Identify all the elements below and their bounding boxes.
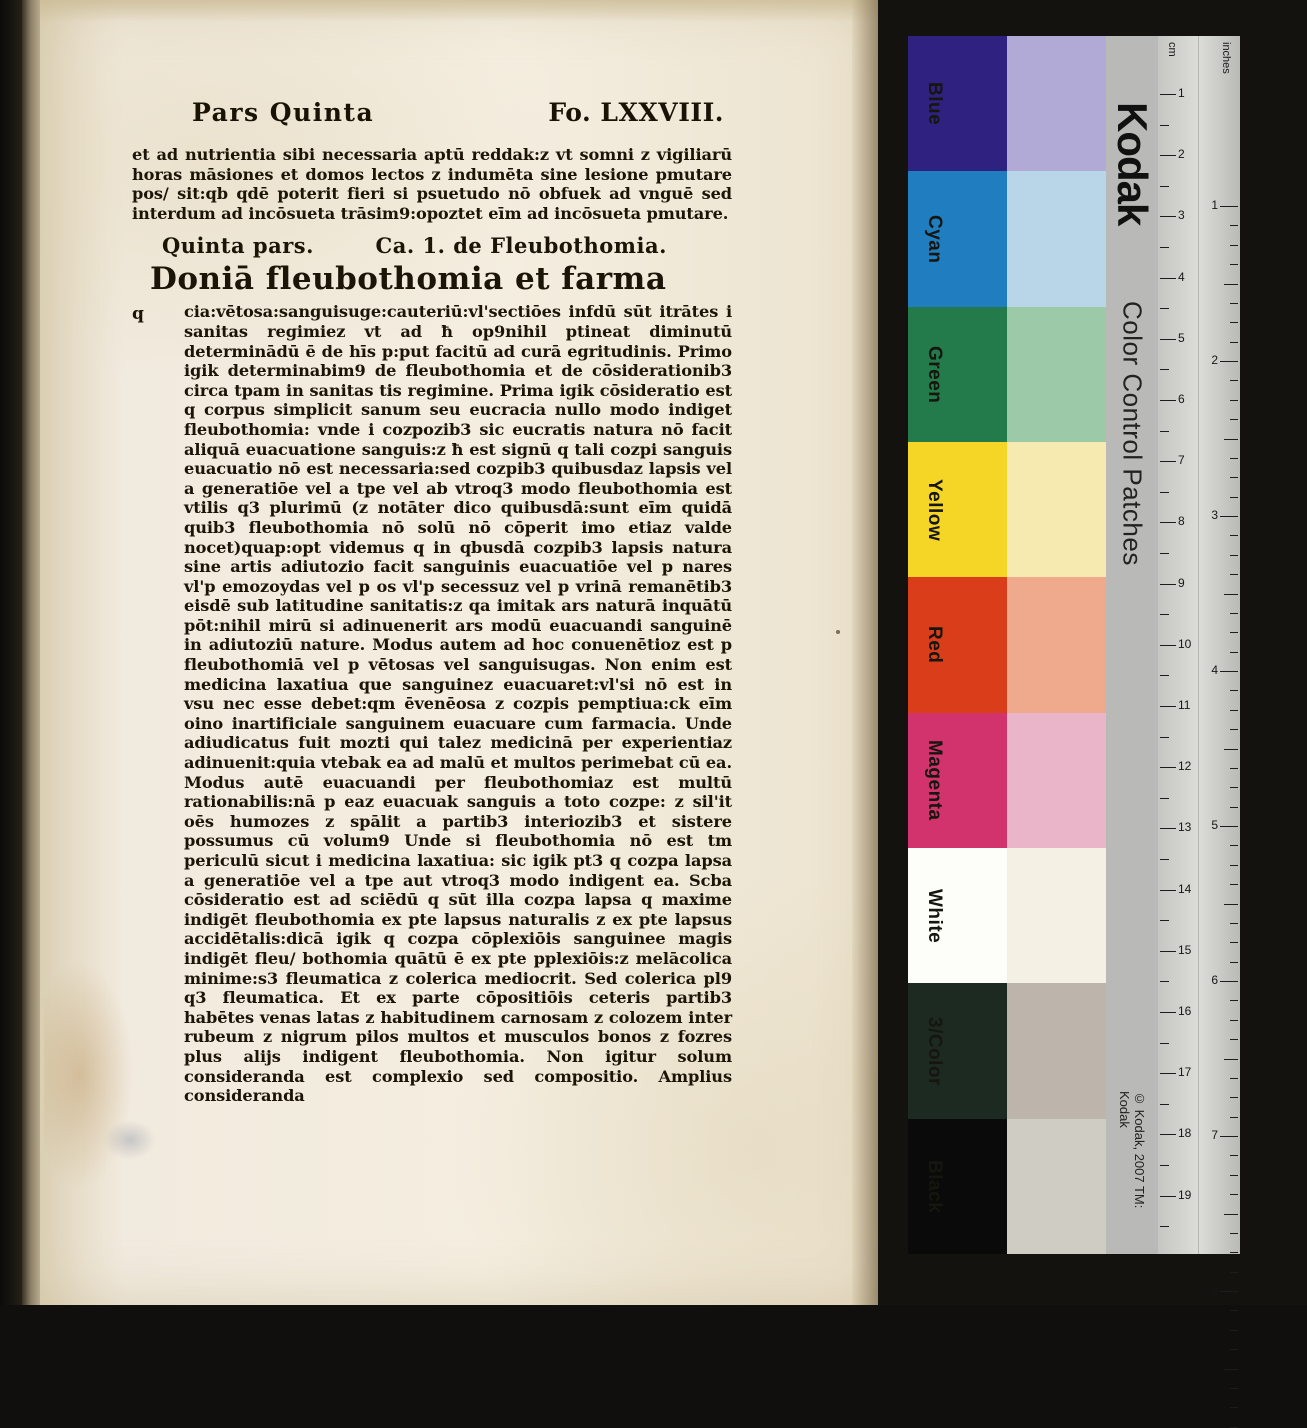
color-patch: [1007, 1119, 1106, 1254]
ruler-cm-tick-number: 2: [1178, 147, 1185, 162]
ruler-inch-tick: [1220, 361, 1238, 362]
ruler-inch-sub-tick: [1230, 652, 1238, 653]
ruler-inch-sub-tick: [1224, 284, 1238, 285]
ruler-cm-half-tick: [1160, 553, 1169, 554]
ruler-inch-sub-tick: [1230, 1252, 1238, 1253]
patch-label: White: [924, 888, 945, 943]
ruler-cm-tick: [1160, 767, 1176, 768]
ruler-inch-sub-tick: [1230, 1155, 1238, 1156]
ruler-inch-sub-tick: [1230, 1388, 1238, 1389]
ruler-cm-tick-number: 7: [1178, 453, 1185, 468]
ruler-inch-sub-tick: [1230, 1117, 1238, 1118]
kodak-brand-label: Kodak: [1109, 102, 1156, 226]
kodak-subtitle-label: Color Control Patches: [1117, 300, 1148, 566]
ruler: [1158, 36, 1240, 1297]
ruler-inch-sub-tick: [1230, 1310, 1238, 1311]
ruler-cm-half-tick: [1160, 247, 1169, 248]
ruler-inch-sub-tick: [1230, 613, 1238, 614]
ruler-inch-tick: [1220, 206, 1238, 207]
ruler-cm-tick-number: 11: [1178, 698, 1191, 712]
ruler-cm-half-tick: [1160, 920, 1169, 921]
section-title: Doniā fleubothomia et farma: [150, 261, 667, 298]
ruler-cm-tick: [1160, 339, 1176, 340]
ruler-cm-tick: [1160, 1012, 1176, 1013]
ruler-inch-sub-tick: [1224, 1214, 1238, 1215]
ruler-inch-sub-tick: [1230, 1272, 1238, 1273]
ruler-cm-tick-number: 1: [1178, 86, 1185, 100]
ruler-cm-tick-number: 17: [1178, 1065, 1192, 1080]
folio-number: Fo. LXXVIII.: [548, 98, 724, 127]
color-patch: [1007, 848, 1106, 983]
paper-top-shadow: [40, 0, 878, 22]
kodak-copyright-label: © Kodak, 2007 TM: Kodak: [1117, 1091, 1147, 1209]
color-patch: [1007, 983, 1106, 1118]
chapter-number-label: Ca. 1. de Fleubothomia.: [375, 233, 667, 259]
ruler-inch-sub-tick: [1230, 322, 1238, 323]
ruler-inch-sub-tick: [1230, 380, 1238, 381]
ruler-inch-sub-tick: [1224, 594, 1238, 595]
ruler-inch-sub-tick: [1230, 1427, 1238, 1428]
ruler-inch-sub-tick: [1230, 574, 1238, 575]
ruler-inch-sub-tick: [1230, 1097, 1238, 1098]
ruler-inch-sub-tick: [1230, 1194, 1238, 1195]
paragraph-main: cia:vētosa:sanguisuge:cauteriū:vl'sectiōes infdū sūt itrātes i sanitas regimiez vt ad ħ op9nihil ptineat diminutū determinādū ē de hīs p:put facitū ad curā egritudinis. Primo igik determinabim9 de fleubothomia et de cōsiderationib3 circa tpam in sanitas tis regimine. Prima igik cōsideratio est q corpus simplicit sanum seu eucracia nullo modo indiget fleubothomia: vnde i cozpozib3 sic eucratis natura nō facit aliquā euacuatione sanguis:z ħ est signū q tali cozpi sanguis euacuatio nō est necessaria:sed cozpib3 quibusdaz lapsis vel a generatiōe vel a tpe vel ab vtroq3 modo fleubothomia est vtilis q3 plurimū (z notāter dico quibusdā:sunt eīm quidā quib3 fleubothomia nō solū nō cōperit imo etiaz valde nocet)quap:opt videmus q in qbusdā cozpib3 lapsis natura sine artis adiutozio facit sanguinis euacuatiōe vel p nares vl'p emozoydas vel p os vl'p secessuz vel p vrinā remanētib3 eisdē sub latitudine sanitatis:z qa imitak ars naturā inquātū pōt:nihil mirū si adinuenerit ars modū euacuandi sanguinē in adiutoziū nature. Modus autem ad hoc conuenētioz est p fleubothomiā vel p vētosas vel sanguisugas. Non enim est medicina laxatiua que sanguinez euacuaret:vl'si nō est in vsu nec esse debet:qm ēvenēosa z cozpis pemptiua:ck eīm oino inartificiale sanguinem euacuare cum farmacia. Unde adiudicatus fuit mozti qui talez medicinā per experientiaz adinuenit:quia vtebak ea ad malū et multos perimebat cū ea. Modus autē euacuandi per fleubothomiaz est multū rationabilis:nā p eaz euacuak sanguis a toto cozpe: z sil'it oēs humozes z spālit a partib3 interiozib3 et sistere possumus cū volum9 Unde si fleubothomia nō est tm periculū sicut i medicina laxatiua: sic igik pt3 q cozpa lapsa a generatiōe vel a tpe aut vtroq3 modo indigent ea. Scba cōsideratio est ad sciēdū q sūt illa cozpa lapsa q maxime indigēt fleubothomia ex pte lapsus naturalis z ex pte lapsus accidētalis:dicā igik q cozpa cōplexiōis sanguinee magis indigēt fleu/ bothomia quātū ē ex pte pplexiōis:z melācolica minime:s3 fleumatica z colerica mediocrit. Sed colerica pl9 q3 fleumatica. Et ex parte cōpositiōis ceteris partib3 habētes venas latas z habitudinem carnosam z colozem inter rubeum z nigrum pilos multos et musculos bonos z fozres plus alijs indigent fleubothomia. Non igitur solum consideranda est complexio sed compositio. Amplius consideranda: [184, 302, 732, 1106]
ruler-inch-sub-tick: [1230, 303, 1238, 304]
ruler-cm-half-tick: [1160, 1226, 1169, 1227]
ruler-inch-tick: [1220, 826, 1238, 827]
paper-spot: [104, 1120, 156, 1160]
color-patch: [1007, 713, 1106, 848]
ruler-inch-tick-number: 1: [1211, 198, 1218, 212]
ruler-cm-tick: [1160, 706, 1176, 707]
ruler-inch-sub-tick: [1230, 632, 1238, 633]
ruler-inch-sub-tick: [1224, 904, 1238, 905]
ruler-cm-half-tick: [1160, 614, 1169, 615]
ruler-cm-tick: [1160, 828, 1176, 829]
ruler-inch-sub-tick: [1230, 787, 1238, 788]
ruler-cm-tick: [1160, 278, 1176, 279]
color-patch: [1007, 307, 1106, 442]
ruler-cm-tick-number: 18: [1178, 1126, 1192, 1141]
ruler-inch-sub-tick: [1230, 535, 1238, 536]
ruler-inch-tick-number: 4: [1211, 663, 1218, 677]
ruler-inch-sub-tick: [1230, 245, 1238, 246]
ruler-inch-sub-tick: [1230, 1078, 1238, 1079]
ruler-inch-sub-tick: [1230, 1233, 1238, 1234]
ruler-inch-sub-tick: [1230, 1349, 1238, 1350]
ruler-cm-tick: [1160, 1196, 1176, 1197]
ruler-inch-sub-tick: [1230, 419, 1238, 420]
ruler-inch-sub-tick: [1230, 942, 1238, 943]
ruler-inch-tick-number: 2: [1211, 353, 1218, 367]
kodak-color-target: [908, 36, 1240, 1297]
ruler-inch-tick-number: 7: [1211, 1128, 1218, 1142]
ruler-inch-tick: [1220, 516, 1238, 517]
paper-speck: [836, 630, 840, 634]
ruler-cm-half-tick: [1160, 859, 1169, 860]
ruler-cm-tick-number: 16: [1178, 1004, 1192, 1018]
ruler-inch-sub-tick: [1230, 845, 1238, 846]
ruler-cm-tick-number: 4: [1178, 269, 1185, 284]
ruler-inch-sub-tick: [1224, 439, 1238, 440]
body-with-initial: [132, 302, 732, 1109]
ruler-inch-sub-tick: [1224, 749, 1238, 750]
ruler-inch-sub-tick: [1230, 1407, 1238, 1408]
chapter-heading: [162, 233, 732, 258]
ruler-cm-tick: [1160, 1073, 1176, 1074]
ruler-inch-tick: [1220, 1136, 1238, 1137]
ruler-cm-tick-number: 15: [1178, 942, 1192, 957]
ruler-cm-tick: [1160, 890, 1176, 891]
ruler-cm-half-tick: [1160, 431, 1169, 432]
ruler-cm-tick: [1160, 216, 1176, 217]
ruler-cm-tick: [1160, 155, 1176, 156]
patch-label: Magenta: [924, 740, 945, 821]
ruler-inch-sub-tick: [1230, 884, 1238, 885]
ruler-cm-half-tick: [1160, 1043, 1169, 1044]
ruler-cm-half-tick: [1160, 737, 1169, 738]
ruler-inch-sub-tick: [1230, 400, 1238, 401]
ruler-inch-sub-tick: [1230, 458, 1238, 459]
ruler-cm-tick-number: 19: [1178, 1187, 1192, 1202]
ruler-inch-sub-tick: [1230, 497, 1238, 498]
ruler-cm-tick: [1160, 1134, 1176, 1135]
ruler-inch-sub-tick: [1230, 225, 1238, 226]
ruler-cm-tick: [1160, 461, 1176, 462]
ruler-inch-sub-tick: [1230, 768, 1238, 769]
ruler-inch-sub-tick: [1230, 1330, 1238, 1331]
ruler-cm-half-tick: [1160, 308, 1169, 309]
color-patch: [1007, 442, 1106, 577]
ruler-cm-tick-number: 14: [1178, 881, 1192, 896]
running-head: [132, 98, 732, 127]
ruler-cm-tick-number: 5: [1178, 330, 1185, 345]
ruler-inch-sub-tick: [1230, 264, 1238, 265]
color-patch: [1007, 36, 1106, 171]
ruler-inch-sub-tick: [1224, 1059, 1238, 1060]
text-block: [132, 98, 732, 1110]
ruler-cm-tick-number: 13: [1178, 820, 1192, 835]
ruler-cm-half-tick: [1160, 186, 1169, 187]
ruler-cm-tick: [1160, 584, 1176, 585]
color-patch: [1007, 171, 1106, 306]
color-patch: [1007, 577, 1106, 712]
patch-label: Green: [924, 345, 945, 404]
ruler-inch-sub-tick: [1230, 807, 1238, 808]
chapter-part-label: Quinta pars.: [162, 233, 314, 259]
ruler-cm-half-tick: [1160, 675, 1169, 676]
ruler-inch-sub-tick: [1230, 923, 1238, 924]
ruler-inch-sub-tick: [1230, 729, 1238, 730]
ruler-inch-sub-tick: [1230, 555, 1238, 556]
ruler-inch-sub-tick: [1230, 1020, 1238, 1021]
ruler-inch-tick-number: 3: [1211, 508, 1218, 522]
ruler-inch-sub-tick: [1230, 865, 1238, 866]
ruler-cm-half-tick: [1160, 125, 1169, 126]
ruler-cm-tick: [1160, 94, 1176, 95]
ruler-inch-sub-tick: [1230, 477, 1238, 478]
paper-right-shadow: [852, 0, 878, 1305]
ruler-inch-sub-tick: [1230, 1175, 1238, 1176]
patch-label: Yellow: [924, 478, 945, 541]
ruler-inch-sub-tick: [1230, 690, 1238, 691]
ruler-cm-half-tick: [1160, 1165, 1169, 1166]
ruler-inch-tick: [1220, 671, 1238, 672]
patch-label: Red: [924, 626, 945, 664]
ruler-inch-sub-tick: [1230, 1000, 1238, 1001]
ruler-cm-tick-number: 3: [1178, 208, 1185, 223]
ruler-inch-label: inches: [1220, 42, 1232, 74]
ruler-inch-tick: [1220, 1291, 1238, 1292]
ruler-inch-tick-number: 6: [1211, 973, 1218, 987]
ruler-cm-tick: [1160, 522, 1176, 523]
ruler-cm-tick: [1160, 951, 1176, 952]
ruler-cm-label: cm: [1166, 42, 1178, 57]
ruler-cm-tick-number: 12: [1178, 759, 1192, 774]
ruler-inch-tick: [1220, 981, 1238, 982]
ruler-inch-sub-tick: [1230, 342, 1238, 343]
ruler-inch-sub-tick: [1230, 962, 1238, 963]
ruler-divider: [1198, 36, 1199, 1254]
ruler-cm-half-tick: [1160, 492, 1169, 493]
patch-label: Cyan: [924, 214, 945, 264]
ruler-inch-sub-tick: [1230, 710, 1238, 711]
running-head-title: Pars Quinta: [192, 98, 375, 127]
patch-label: 3/Color: [924, 1016, 945, 1086]
ruler-inch-sub-tick: [1224, 1369, 1238, 1370]
patch-label: Black: [924, 1159, 945, 1213]
drop-initial: q: [132, 304, 144, 325]
ruler-cm-tick-number: 9: [1178, 575, 1185, 590]
ruler-cm-tick: [1160, 645, 1176, 646]
patch-label: Blue: [924, 82, 945, 126]
ruler-inch-sub-tick: [1230, 1039, 1238, 1040]
ruler-inch-tick-number: 5: [1211, 818, 1218, 832]
ruler-cm-tick-number: 10: [1178, 636, 1192, 651]
ruler-cm-half-tick: [1160, 798, 1169, 799]
ruler-cm-tick-number: 6: [1178, 392, 1185, 406]
ruler-cm-tick-number: 8: [1178, 514, 1185, 529]
ruler-cm-half-tick: [1160, 369, 1169, 370]
ruler-cm-half-tick: [1160, 1104, 1169, 1105]
ruler-inch-tick-number: 8: [1211, 1283, 1218, 1297]
paragraph-opening: et ad nutrientia sibi necessaria aptū reddak:z vt somni z vigiliarū horas māsiones et domos lectos z indumēta sine lesione pmutare pos/ sit:qb qdē poterit fieri si psuetudo nō obfuek ad vnguē sed interdum ad incōsueta trāsim9:opoztet eīm ad incōsueta pmutare.: [132, 145, 732, 223]
ruler-cm-tick: [1160, 400, 1176, 401]
ruler-cm-half-tick: [1160, 981, 1169, 982]
